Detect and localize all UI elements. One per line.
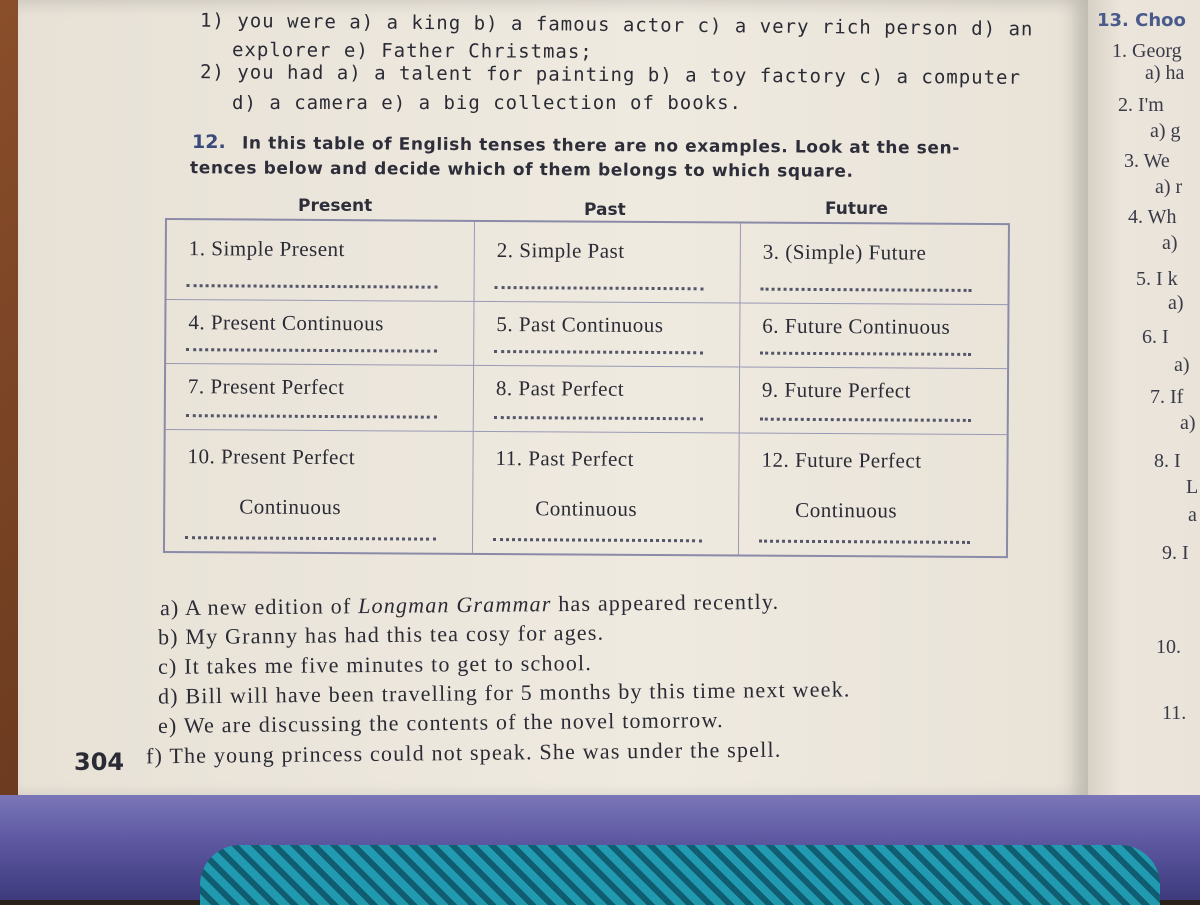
- tense-cell: [740, 304, 1007, 370]
- sentence-a-prefix: a) A new edition of: [159, 593, 352, 621]
- right-page-line: 11.: [1162, 702, 1187, 724]
- answer-dots: [495, 286, 704, 290]
- cell-label: 3. (Simple) Future: [762, 239, 927, 265]
- answer-dots: [761, 288, 972, 292]
- right-page-line: 8. I: [1154, 450, 1181, 472]
- sentence-b: b) My Granny has had this tea cosy for ages.: [157, 619, 605, 650]
- tense-cell: [166, 300, 474, 366]
- right-page-line: a): [1174, 354, 1190, 376]
- answer-dots: [187, 284, 438, 289]
- cell-label: 2. Simple Past: [496, 238, 625, 263]
- sentence-e: e) We are discussing the contents of the novel tomorrow.: [157, 707, 724, 738]
- cell-label: 8. Past Perfect: [495, 376, 625, 401]
- answer-dots: [494, 350, 703, 354]
- answer-dots: [760, 352, 971, 356]
- right-page-line: 5. I k: [1136, 268, 1178, 290]
- fabric-foreground: [200, 845, 1160, 905]
- sentence-a-title: Longman Grammar: [358, 591, 552, 619]
- tense-cell: [740, 224, 1007, 306]
- right-page-line: a) g: [1150, 120, 1181, 142]
- right-page-line: 6. I: [1142, 326, 1169, 348]
- answer-dots: [494, 416, 703, 420]
- right-page-line: 4. Wh: [1128, 206, 1177, 228]
- right-page-line: a): [1162, 232, 1178, 254]
- right-page-line: a: [1188, 504, 1197, 526]
- exercise-number: 12.: [192, 131, 226, 153]
- prev-task-line-1: 1) you were a) a king b) a famous actor c) a very rich person d) an: [199, 9, 1034, 41]
- tense-table: [163, 218, 1010, 558]
- tense-cell: [474, 222, 740, 304]
- cell-label-continued: Continuous: [239, 494, 342, 520]
- right-page-line: a): [1168, 292, 1184, 314]
- cell-label: 11. Past Perfect: [495, 446, 635, 471]
- cell-label: 4. Present Continuous: [188, 310, 384, 336]
- cell-label: 12. Future Perfect: [761, 447, 922, 473]
- right-page-line: a) r: [1155, 176, 1183, 198]
- right-page-line: 10.: [1156, 636, 1181, 658]
- tense-cell: [474, 302, 740, 368]
- tense-cell: [739, 434, 1007, 557]
- tense-cell: [740, 368, 1007, 436]
- tense-cell: [165, 430, 474, 553]
- right-page-line: a): [1180, 412, 1196, 434]
- cell-label: 7. Present Perfect: [187, 374, 345, 400]
- prev-task-line-4: d) a camera e) a big collection of books.: [232, 92, 742, 114]
- answer-dots: [186, 414, 437, 419]
- cell-label: 10. Present Perfect: [187, 444, 356, 470]
- exercise-instruction-line-1: In this table of English tenses there are no examples. Look at the sen-: [241, 133, 960, 159]
- right-page-line: a) ha: [1145, 62, 1185, 84]
- cell-label: 1. Simple Present: [188, 236, 345, 262]
- right-page-line: 7. If: [1150, 386, 1184, 408]
- cell-label-continued: Continuous: [535, 496, 638, 521]
- answer-dots: [759, 540, 970, 544]
- prev-task-line-2: explorer e) Father Christmas;: [231, 39, 593, 63]
- sentence-d: d) Bill will have been travelling for 5 months by this time next week.: [157, 676, 851, 709]
- prev-task-line-3: 2) you had a) a talent for painting b) a toy factory c) a computer: [199, 61, 1022, 89]
- cell-label: 6. Future Continuous: [762, 313, 951, 339]
- right-page-line: 1. Georg: [1112, 40, 1182, 62]
- sentence-a-suffix: has appeared recently.: [558, 588, 780, 617]
- cell-label-continued: Continuous: [795, 497, 898, 523]
- answer-dots: [760, 418, 971, 422]
- right-page-line: 2. I'm: [1118, 94, 1164, 116]
- cell-label: 9. Future Perfect: [761, 377, 912, 403]
- answer-dots: [186, 348, 437, 353]
- right-page-line: L: [1186, 476, 1199, 498]
- answer-dots: [185, 536, 436, 541]
- column-heading-present: Present: [298, 196, 373, 216]
- right-page-line: 3. We: [1124, 150, 1170, 172]
- page-number: 304: [74, 748, 125, 776]
- tense-cell: [473, 432, 740, 555]
- right-page-heading: 13. Choo: [1097, 10, 1186, 31]
- tense-cell: [166, 364, 474, 432]
- tense-cell: [166, 220, 474, 302]
- answer-dots: [493, 538, 702, 542]
- right-page-line: 9. I: [1162, 542, 1189, 564]
- exercise-instruction-line-2: tences below and decide which of them belongs to which square.: [189, 158, 854, 182]
- column-heading-past: Past: [584, 200, 626, 220]
- tense-cell: [474, 366, 740, 434]
- sentence-c: c) It takes me five minutes to get to school.: [157, 650, 593, 679]
- sentence-f: f) The young princess could not speak. She was under the spell.: [145, 736, 782, 769]
- cell-label: 5. Past Continuous: [496, 312, 664, 338]
- column-heading-future: Future: [825, 199, 889, 219]
